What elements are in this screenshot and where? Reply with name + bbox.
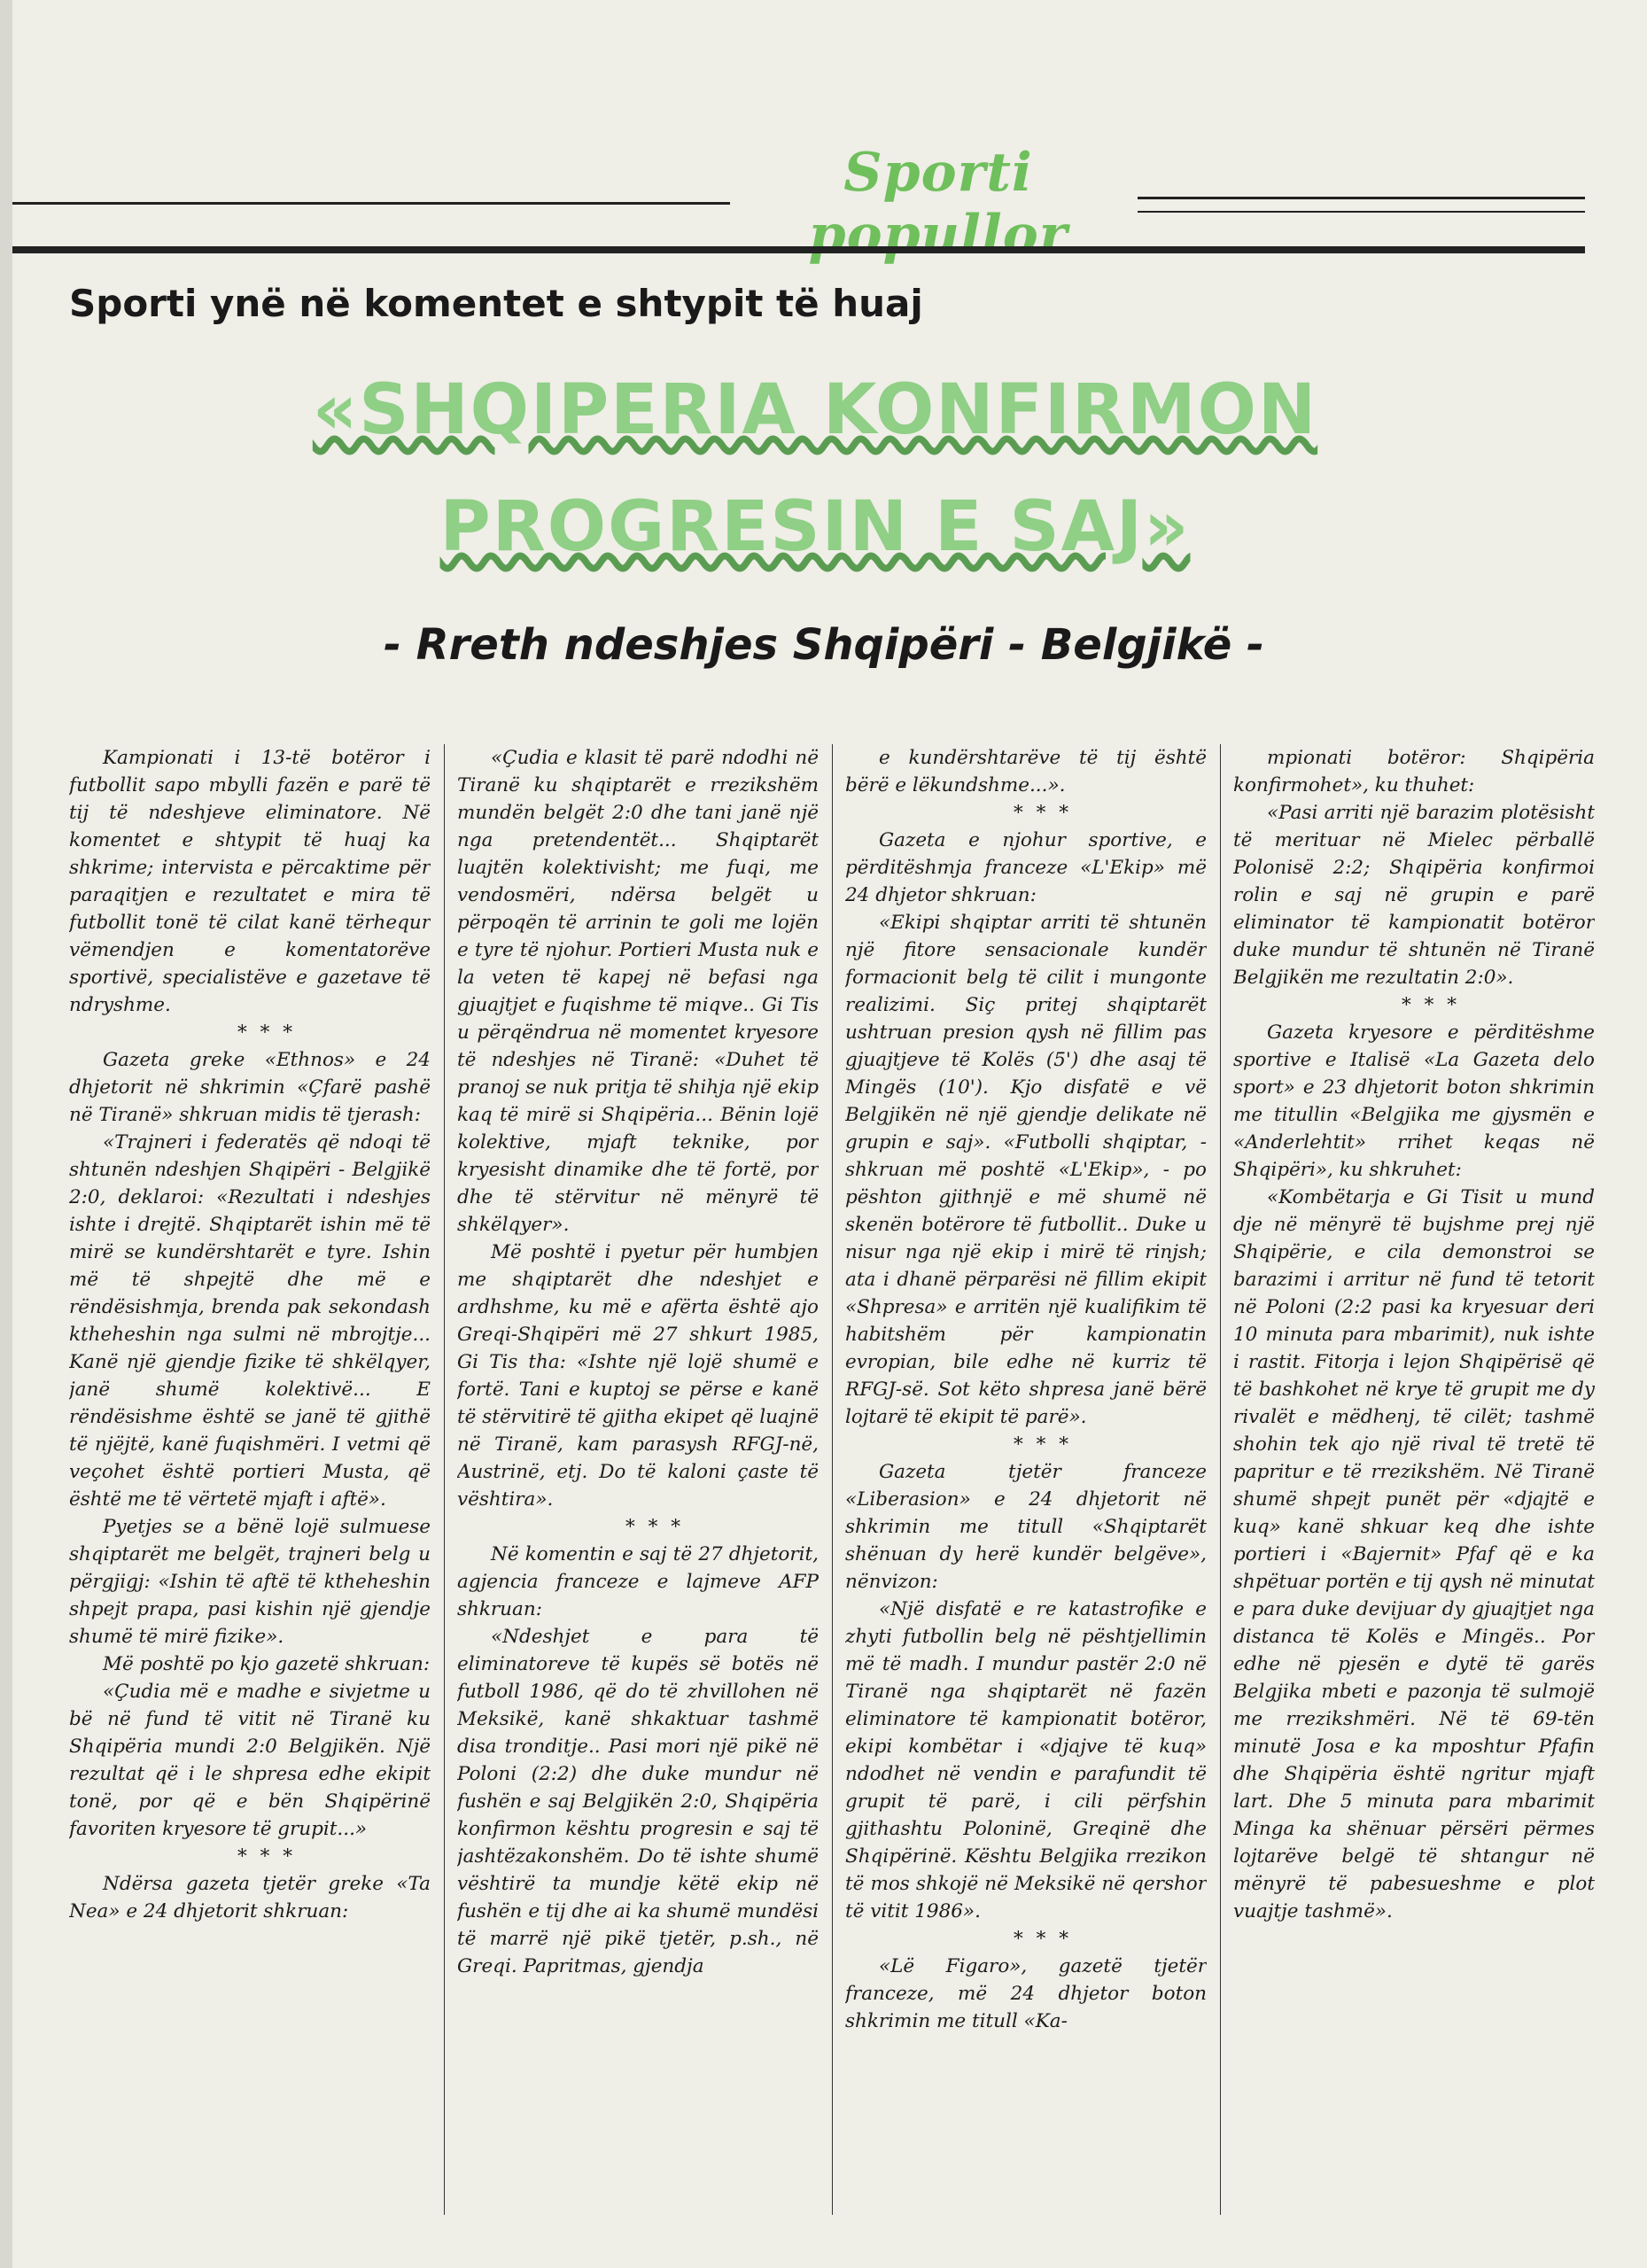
masthead-rule-left [12,202,730,205]
article-column-2 [457,744,819,2215]
article-paragraph: Gazeta greke «Ethnos» e 24 dhjetorit në shkrimin «Çfarë pashë në Tiranë» shkruan midis të tjerash: [69,1049,431,1126]
section-separator: * * * [1014,1433,1072,1456]
article-paragraph: «Ekipi shqiptar arriti të shtunën një fitore sensacionale kundër formacionit belg të cilit i mungonte realizimi. Siç pritej shqiptarët ushtruan presion qysh në fillim pas gjuajtjeve të Kolës (5') dhe asaj të Mingës (10'). Kjo disfatë e vë Belgjikën në një gjendje delikate në grupin e saj». «Futbolli shqiptar, - shkruan më poshtë «L'Ekip», - po pështon gjithnjë e më shumë në skenën botërore të futbollit.. Duke u nisur nga një ekip i mirë të rinjsh; ata i dhanë përparësi në fillim ekipit «Shpresa» e arritën një kualifikim të habitshëm për kampionatin evropian, bile edhe në kurriz të RFGJ-së. Sot këto shpresa janë bërë lojtarë të ekipit të parë». [845,912,1207,1428]
page-binding-edge [0,0,12,2268]
section-separator: * * * [1014,802,1072,824]
article-paragraph: Gazeta tjetër franceze «Liberasion» e 24 dhjetorit në shkrimin me titull «Shqiptarët shënuan dy herë kundër belgëve», nënvizon: [845,1461,1207,1593]
headline-line-2: PROGRESIN E SAJ» [439,487,1191,567]
article-columns [69,744,1611,2215]
article-paragraph: «Çudia e klasit të parë ndodhi në Tiranë ku shqiptarët e rrezikshëm mundën belgët 2:0 dhe tani janë një nga pretendentët... Shqiptarët luajtën kolektivisht; me fuqi, me vendosmëri, ndërsa belgët u përpoqën të arrinin te goli me lojën e tyre të njohur. Portieri Musta nuk e la veten të kapej në befasi nga gjuajtjet e fuqishme të miqve.. Gi Tis u përqëndrua në momentet kryesore të ndeshjes në Tiranë: «Duhet të pranoj se nuk pritja të shihja një ekip kaq të mirë si Shqipëria... Bënin lojë kolektive, mjaft teknike, por kryesisht dinamike dhe të fortë, por dhe të stërvitur në mënyrë të shkëlqyer». [457,747,819,1236]
article-paragraph: mpionati botëror: Shqipëria konfirmohet», ku thuhet: [1233,747,1595,796]
article-column-1 [69,744,431,2215]
article-paragraph: Pyetjes se a bënë lojë sulmuese shqiptarët me belgët, trajneri belg u përgjigj: «Ishin të aftë të ktheheshin shpejt prapa, pasi kishin një gjendje shumë të mirë fizike». [69,1516,431,1648]
article-paragraph: Më poshtë i pyetur për humbjen me shqiptarët dhe ndeshjet e ardhshme, ku më e afërta është ajo Greqi-Shqipëri më 27 shkurt 1985, Gi Tis tha: «Ishte një lojë shumë e fortë. Tani e kuptoj se përse e kanë të stërvitirë të gjitha ekipet që luajnë në Tiranë, kam parasysh RFGJ-në, Austrinë, etj. Do të kaloni çaste të vështira». [457,1241,819,1511]
masthead-logo: Sporti popullor [808,142,1068,266]
article-column-4 [1233,744,1595,2215]
article-paragraph: Në komentin e saj të 27 dhjetorit, agjencia franceze e lajmeve AFP shkruan: [457,1543,819,1620]
masthead-rule-right [1138,197,1585,199]
article-paragraph: «Kombëtarja e Gi Tisit u mund dje në mënyrë të bujshme prej një Shqipërie, e cila demonstroi se barazimi i arritur në fund të tetorit në Poloni (2:2 pasi ka kryesuar deri 10 minuta para mbarimit), nuk ishte i rastit. Fitorja i lejon Shqipërisë që të bashkohet në krye të grupit me dy rivalët e mëdhenj, të cilët; tashmë shohin tek ajo një rival të tretë të papritur e të rrezikshëm. Në Tiranë shumë shpejt punët për «djajtë e kuq» kanë shkuar keq dhe ishte portieri i «Bajernit» Pfaf që e ka shpëtuar portën e tij qysh në minutat e para duke devijuar dy gjuajtjet nga distanca të Kolës e Mingës.. Por edhe në pjesën e dytë të garës Belgjika mbeti e pazonja të sulmojë me rrezikshmëri. Në të 69-tën minutë Josa e ka mposhtur Pfafin dhe Shqipëria është ngritur mjaft lart. Dhe 5 minuta para mbarimit Minga ka shënuar përsëri përmes lojtarëve belgë të shtangur në mënyrë të pabesueshme e plot vuajtje tashmë». [1233,1186,1595,1922]
section-kicker: Sporti ynë në komentet e shtypit të huaj [69,282,923,325]
masthead [12,133,1598,266]
article-paragraph: «Pasi arriti një barazim plotësisht të merituar në Mielec përballë Polonisë 2:2; Shqipëria konfirmoi rolin e saj në grupin e parë eliminator të kampionatit botëror duke mundur të shtunën në Tiranë Belgjikën me rezultatin 2:0». [1233,802,1595,989]
article-paragraph: Gazeta kryesore e përditëshme sportive e Italisë «La Gazeta delo sport» e 23 dhjetorit boton shkrimin me titullin «Belgjika me gjysmën e «Anderlehtit» rrihet keqas në Shqipëri», ku shkruhet: [1233,1021,1595,1181]
article-paragraph: Ndërsa gazeta tjetër greke «Ta Nea» e 24 dhjetorit shkruan: [69,1873,431,1922]
column-rule [444,744,445,2215]
article-paragraph: «Ndeshjet e para të eliminatoreve të kupës së botës në futboll 1986, që do të zhvillohen në Meksikë, kanë shkaktuar tashmë disa tronditje.. Pasi mori një pikë në Poloni (2:2) dhe duke mundur në fushën e saj Belgjikën 2:0, Shqipëria konfirmon kështu progresin e saj të jashtëzakonshëm. Do të ishte shumë vështirë ta mundje këtë ekip në fushën e tij dhe ai ka shumë mundësi të marrë një pikë tjetër, p.sh., në Greqi. Papritmas, gjendja [457,1626,819,1977]
section-separator: * * * [237,1845,296,1868]
article-paragraph: «Çudia më e madhe e sivjetme u bë në fund të vitit në Tiranë ku Shqipëria mundi 2:0 Belgjikën. Një rezultat që i le shpresa edhe ekipit tonë, por që e bën Shqipërinë favoriten kryesore të grupit...» [69,1681,431,1840]
masthead-bar [12,246,1585,253]
section-separator: * * * [1014,1928,1072,1950]
article-paragraph: «Lë Figaro», gazetë tjetër franceze, më 24 dhjetor boton shkrimin me titull «Ka- [845,1955,1207,2032]
article-paragraph: «Trajneri i federatës që ndoqi të shtunën ndeshjen Shqipëri - Belgjikë 2:0, deklaroi: «Rezultati i ndeshjes ishte i drejtë. Shqiptarët ishin më të mirë se kundërshtarët e tyre. Ishin më të shpejtë dhe më e rëndësishmja, brenda pak sekondash ktheheshin nga sulmi në mbrojtje... Kanë një gjendje fizike të shkëlqyer, janë shumë kolektivë... E rëndësishme është se janë të gjithë të njëjtë, kanë fuqishmëri. I vetmi që veçohet është portieri Musta, që është me të vërtetë mjaft i aftë». [69,1131,431,1511]
section-separator: * * * [1402,994,1460,1016]
headline-line-1: «SHQIPERIA KONFIRMON [312,370,1318,450]
article-paragraph: e kundërshtarëve të tij është bërë e lëkundshme...». [845,747,1207,796]
column-rule [1220,744,1221,2215]
section-separator: * * * [625,1516,684,1538]
subheadline: - Rreth ndeshjes Shqipëri - Belgjikë - [384,620,1264,670]
article-paragraph: Më poshtë po kjo gazetë shkruan: [103,1653,431,1675]
article-paragraph: Kampionati i 13-të botëror i futbollit sapo mbylli fazën e parë të tij të ndeshjeve eliminatore. Në komentet e shtypit të huaj ka shkrime; intervista e përcaktime për paraqitjen e rezultatet e mira të futbollit tonë të cilat kanë tërhequr vëmendjen e komentatorëve sportivë, specialistëve e gazetave të ndryshme. [69,747,431,1016]
article-column-3 [845,744,1207,2215]
masthead-rule-right-lower [1138,211,1585,213]
article-paragraph: Gazeta e njohur sportive, e përditëshmja franceze «L'Ekip» më 24 dhjetor shkruan: [845,829,1207,906]
column-rule [832,744,833,2215]
article-paragraph: «Një disfatë e re katastrofike e zhyti futbollin belg në pështjellimin më të madh. I mundur pastër 2:0 në Tiranë nga shqiptarët në fazën eliminatore të kampionatit botëror, ekipi kombëtar i «djajve të kuq» ndodhet në vendin e parafundit të grupit të parë, i cili përfshin gjithashtu Poloninë, Greqinë dhe Shqipërinë. Kështu Belgjika rrezikon të mos shkojë në Meksikë në qershor të vitit 1986». [845,1598,1207,1922]
section-separator: * * * [237,1021,296,1044]
